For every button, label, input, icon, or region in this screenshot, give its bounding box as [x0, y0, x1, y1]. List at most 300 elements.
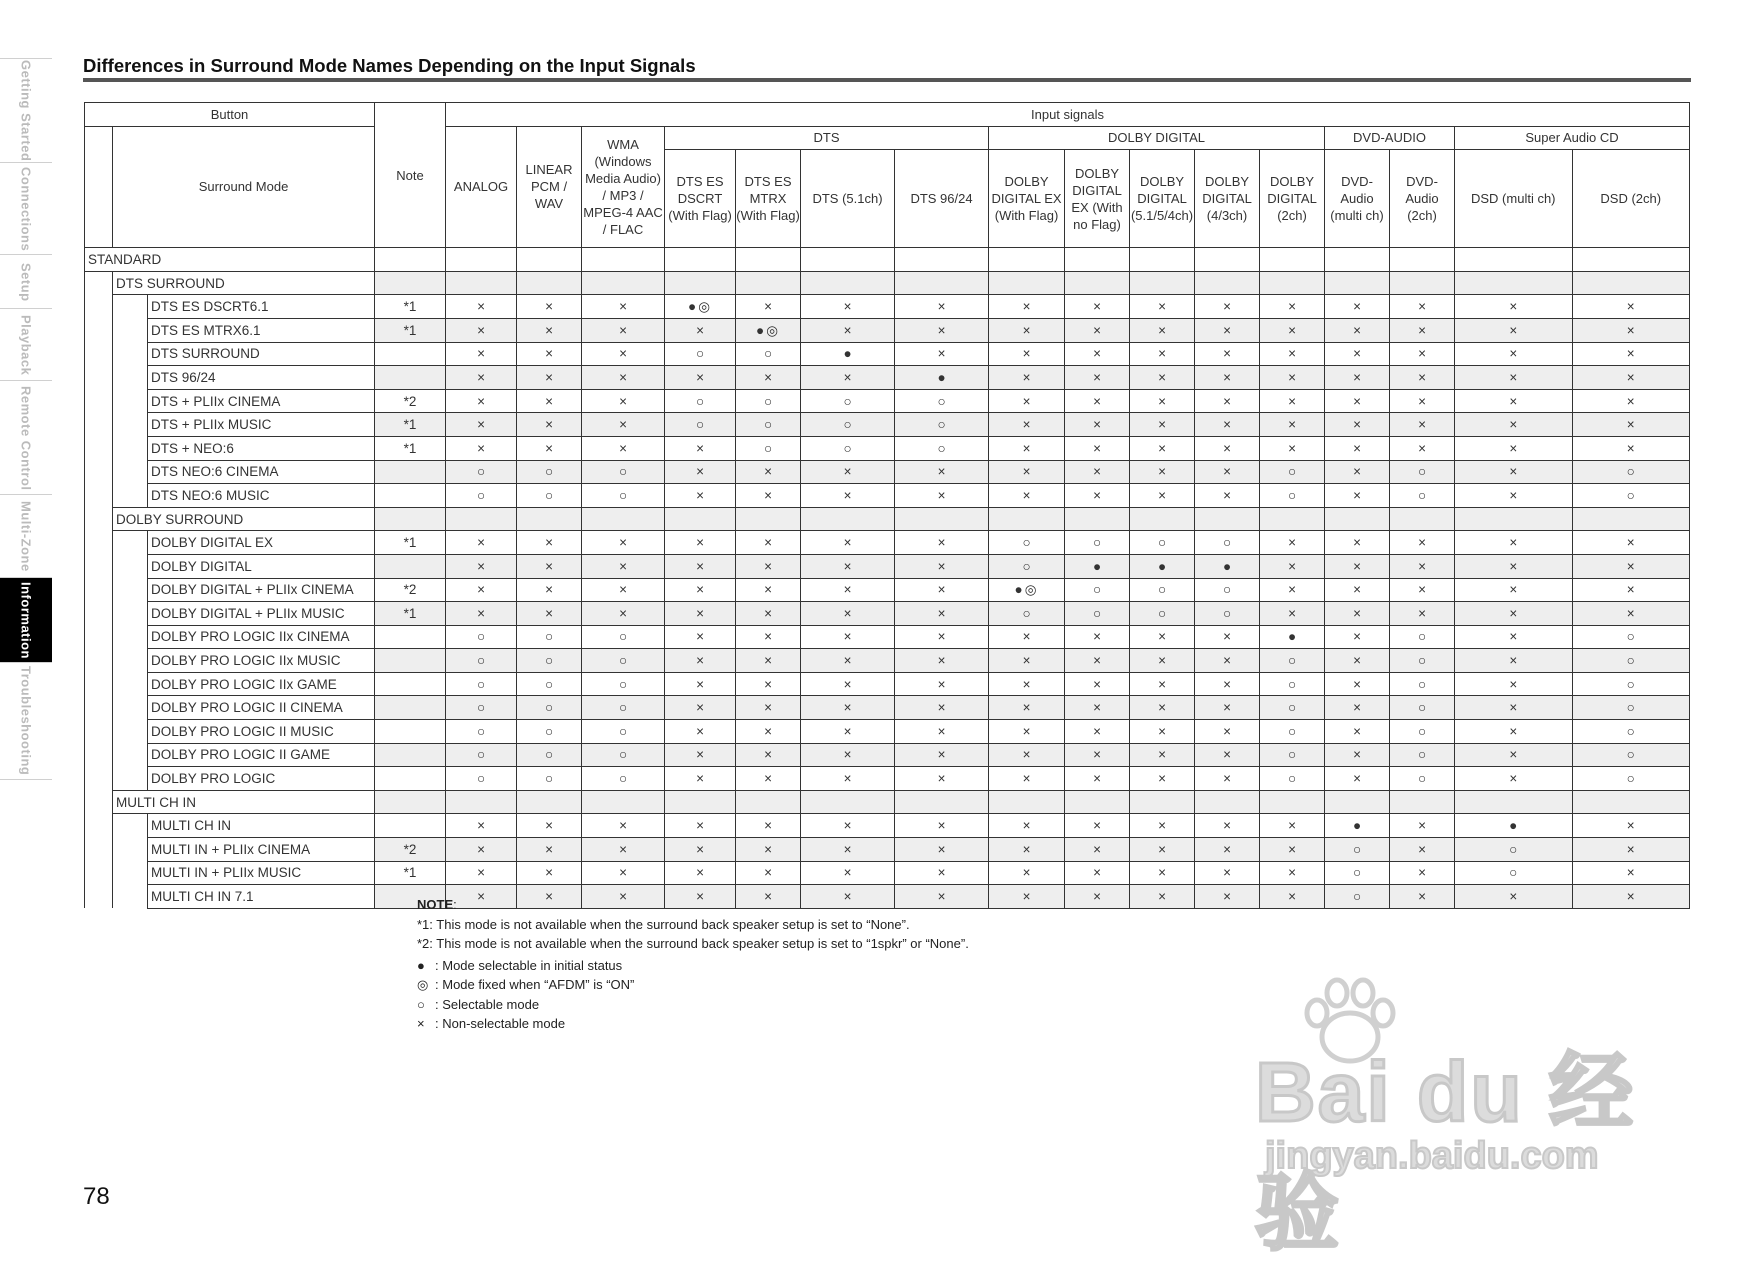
- signal-cell: [1130, 271, 1195, 295]
- column-header: WMA (Windows Media Audio) / MP3 / MPEG-4 AAC / FLAC: [582, 126, 665, 248]
- signal-cell: ×: [1325, 696, 1390, 720]
- signal-cell: ×: [1390, 861, 1455, 885]
- signal-cell: ×: [736, 554, 801, 578]
- signal-cell: ×: [1260, 554, 1325, 578]
- signal-cell: ○: [736, 342, 801, 366]
- signal-cell: ×: [801, 696, 895, 720]
- indent-cell: [113, 814, 148, 838]
- signal-cell: ×: [1260, 295, 1325, 319]
- watermark-text: Bai du 经验: [1255, 1045, 1636, 1260]
- signal-cell: ○: [1065, 578, 1130, 602]
- legend-symbol: ●: [417, 957, 425, 973]
- signal-cell: ×: [1572, 413, 1690, 437]
- side-tab-remote-control[interactable]: [0, 380, 52, 496]
- signal-cell: ×: [989, 743, 1065, 767]
- signal-cell: ×: [801, 602, 895, 626]
- indent-cell: [85, 625, 113, 649]
- group-label: MULTI CH IN: [113, 790, 375, 814]
- signal-cell: ×: [1130, 389, 1195, 413]
- signal-cell: ×: [665, 436, 736, 460]
- group-header-dvd-audio: DVD-AUDIO: [1325, 126, 1455, 150]
- note-cell: [375, 743, 446, 767]
- signal-cell: ×: [1390, 578, 1455, 602]
- signal-cell: ×: [665, 625, 736, 649]
- signal-cell: ×: [736, 672, 801, 696]
- signal-cell: ×: [1572, 814, 1690, 838]
- table-row: [85, 743, 1690, 767]
- signal-cell: ×: [989, 318, 1065, 342]
- signal-cell: ×: [1065, 389, 1130, 413]
- mode-name: DTS + PLIIx CINEMA: [148, 389, 375, 413]
- mode-name: DOLBY DIGITAL: [148, 554, 375, 578]
- indent-cell: [113, 342, 148, 366]
- surround-mode-table: [84, 102, 1690, 909]
- signal-cell: ×: [1130, 295, 1195, 319]
- indent-cell: [113, 578, 148, 602]
- column-header: DTS ES DSCRT (With Flag): [665, 150, 736, 248]
- signal-cell: ○: [517, 743, 582, 767]
- signal-cell: ×: [517, 578, 582, 602]
- table-row: [85, 413, 1690, 437]
- signal-cell: [736, 507, 801, 531]
- signal-cell: ×: [989, 861, 1065, 885]
- header-row: [85, 103, 1690, 127]
- side-tab-setup[interactable]: [0, 254, 52, 310]
- signal-cell: ○: [1390, 625, 1455, 649]
- signal-cell: ×: [517, 861, 582, 885]
- signal-cell: [1390, 790, 1455, 814]
- signal-cell: ×: [446, 295, 517, 319]
- watermark-url: jingyan.baidu.com: [1265, 1135, 1599, 1177]
- signal-cell: ×: [1065, 413, 1130, 437]
- table-row: [85, 649, 1690, 673]
- signal-cell: ×: [1130, 861, 1195, 885]
- signal-cell: [1195, 790, 1260, 814]
- section-row: [85, 790, 1690, 814]
- signal-cell: ×: [1195, 814, 1260, 838]
- signal-cell: ○: [517, 460, 582, 484]
- signal-cell: ×: [1455, 602, 1572, 626]
- indent-cell: [85, 295, 113, 319]
- signal-cell: ×: [1260, 531, 1325, 555]
- signal-cell: ×: [1325, 554, 1390, 578]
- mode-name: DOLBY PRO LOGIC IIx GAME: [148, 672, 375, 696]
- indent-cell: [85, 554, 113, 578]
- indent-cell: [85, 767, 113, 791]
- signal-cell: ○: [446, 625, 517, 649]
- side-tab-multi-zone[interactable]: [0, 494, 52, 579]
- indent-cell: [113, 720, 148, 744]
- signal-cell: [1260, 507, 1325, 531]
- indent-cell: [85, 578, 113, 602]
- indent-cell: [113, 625, 148, 649]
- signal-cell: ○: [1325, 885, 1390, 909]
- signal-cell: [446, 248, 517, 272]
- signal-cell: ×: [1260, 342, 1325, 366]
- table-row: [85, 838, 1690, 862]
- signal-cell: ×: [1195, 625, 1260, 649]
- note-cell: *1: [375, 436, 446, 460]
- signal-cell: ×: [665, 838, 736, 862]
- signal-cell: ●: [1325, 814, 1390, 838]
- side-tab-label: Multi-Zone: [18, 501, 34, 572]
- column-header: DSD (2ch): [1572, 150, 1690, 248]
- signal-cell: ○: [801, 413, 895, 437]
- signal-cell: ×: [1065, 625, 1130, 649]
- signal-cell: [517, 507, 582, 531]
- signal-cell: ×: [665, 484, 736, 508]
- signal-cell: [665, 507, 736, 531]
- signal-cell: ○: [801, 389, 895, 413]
- indent-cell: [85, 649, 113, 673]
- signal-cell: ×: [801, 318, 895, 342]
- signal-cell: ×: [665, 720, 736, 744]
- signal-cell: ×: [1455, 720, 1572, 744]
- signal-cell: ○: [1572, 625, 1690, 649]
- signal-cell: ×: [989, 413, 1065, 437]
- mode-name: DTS SURROUND: [148, 342, 375, 366]
- side-tab-label: Getting Started: [18, 60, 34, 162]
- signal-cell: ×: [517, 413, 582, 437]
- note-cell: [375, 790, 446, 814]
- mode-name: DOLBY DIGITAL + PLIIx CINEMA: [148, 578, 375, 602]
- signal-cell: ×: [1455, 578, 1572, 602]
- signal-cell: ×: [517, 554, 582, 578]
- signal-cell: ×: [801, 720, 895, 744]
- group-header-sacd: Super Audio CD: [1455, 126, 1690, 150]
- signal-cell: ×: [736, 366, 801, 390]
- signal-cell: [582, 790, 665, 814]
- note-cell: *1: [375, 413, 446, 437]
- signal-cell: ○: [1195, 602, 1260, 626]
- legend-symbol: ×: [417, 1016, 425, 1031]
- column-header: DTS 96/24: [895, 150, 989, 248]
- signal-cell: ○: [1455, 861, 1572, 885]
- indent-cell: [113, 318, 148, 342]
- signal-cell: ×: [895, 649, 989, 673]
- signal-cell: ○: [1390, 460, 1455, 484]
- signal-cell: ×: [1390, 413, 1455, 437]
- signal-cell: ○: [665, 389, 736, 413]
- signal-cell: ●◎: [665, 295, 736, 319]
- signal-cell: [517, 790, 582, 814]
- signal-cell: ×: [446, 436, 517, 460]
- signal-cell: [582, 507, 665, 531]
- signal-cell: ×: [1195, 295, 1260, 319]
- signal-cell: ○: [582, 484, 665, 508]
- notes-section: NOTE: *1: This mode is not available when the surround back speaker setup is set to “None”. *2: This mode is not available when the surround back speaker setup is set to “1spkr” or “None”. ● : Mode selectable in initial status ◎ : Mode fixed when “AFDM” is “ON” ○ : Selectable mode × : Non-selectable mode: [417, 895, 969, 1034]
- signal-cell: ×: [1455, 413, 1572, 437]
- signal-cell: ×: [1260, 861, 1325, 885]
- signal-cell: ×: [1195, 861, 1260, 885]
- indent-cell: [113, 366, 148, 390]
- signal-cell: ×: [446, 389, 517, 413]
- signal-cell: ×: [1325, 413, 1390, 437]
- signal-cell: ×: [1260, 885, 1325, 909]
- signal-cell: ○: [736, 436, 801, 460]
- signal-cell: [736, 790, 801, 814]
- note-cell: [375, 460, 446, 484]
- signal-cell: ×: [1455, 295, 1572, 319]
- signal-cell: ○: [989, 602, 1065, 626]
- signal-cell: ×: [582, 366, 665, 390]
- table-row: [85, 484, 1690, 508]
- signal-cell: ×: [1325, 531, 1390, 555]
- indent-cell: [85, 366, 113, 390]
- signal-cell: ×: [1065, 767, 1130, 791]
- signal-cell: [1260, 248, 1325, 272]
- signal-cell: [1455, 248, 1572, 272]
- signal-cell: ×: [1325, 460, 1390, 484]
- signal-cell: ×: [446, 885, 517, 909]
- signal-cell: ×: [895, 531, 989, 555]
- signal-cell: ×: [446, 578, 517, 602]
- mode-name: DOLBY PRO LOGIC: [148, 767, 375, 791]
- signal-cell: ×: [446, 554, 517, 578]
- signal-cell: [665, 248, 736, 272]
- note-cell: *1: [375, 861, 446, 885]
- signal-cell: ×: [582, 861, 665, 885]
- signal-cell: ×: [1195, 366, 1260, 390]
- indent-cell: [85, 126, 113, 248]
- page-number: 78: [83, 1183, 110, 1210]
- mode-name: DTS NEO:6 MUSIC: [148, 484, 375, 508]
- signal-cell: ×: [989, 649, 1065, 673]
- signal-cell: ×: [1130, 743, 1195, 767]
- signal-cell: ×: [801, 484, 895, 508]
- signal-cell: ○: [1390, 649, 1455, 673]
- signal-cell: [665, 271, 736, 295]
- signal-cell: ×: [1065, 342, 1130, 366]
- signal-cell: ×: [665, 578, 736, 602]
- legend: [417, 956, 969, 1034]
- side-tab-information[interactable]: [0, 577, 52, 664]
- signal-cell: ○: [1260, 743, 1325, 767]
- signal-cell: ×: [1455, 625, 1572, 649]
- signal-cell: [1572, 248, 1690, 272]
- signal-cell: ○: [517, 484, 582, 508]
- signal-cell: ○: [446, 743, 517, 767]
- group-label: DTS SURROUND: [113, 271, 375, 295]
- signal-cell: ×: [895, 885, 989, 909]
- signal-cell: ×: [989, 366, 1065, 390]
- signal-cell: [446, 790, 517, 814]
- signal-cell: ×: [517, 366, 582, 390]
- signal-cell: ×: [582, 602, 665, 626]
- mode-name: DTS ES DSCRT6.1: [148, 295, 375, 319]
- signal-cell: ×: [1455, 672, 1572, 696]
- note-cell: *1: [375, 295, 446, 319]
- signal-cell: ×: [1390, 554, 1455, 578]
- table-row: [85, 814, 1690, 838]
- signal-cell: ×: [801, 861, 895, 885]
- mode-name: MULTI IN + PLIIx MUSIC: [148, 861, 375, 885]
- indent-cell: [85, 531, 113, 555]
- column-header: DVD-Audio (multi ch): [1325, 150, 1390, 248]
- signal-cell: ×: [1390, 814, 1455, 838]
- signal-cell: ×: [1572, 838, 1690, 862]
- legend-item: ○ : Selectable mode: [417, 995, 969, 1015]
- mode-name: DOLBY DIGITAL EX: [148, 531, 375, 555]
- signal-cell: ×: [1130, 767, 1195, 791]
- signal-cell: ○: [517, 672, 582, 696]
- signal-cell: ×: [1195, 342, 1260, 366]
- signal-cell: ×: [736, 625, 801, 649]
- signal-cell: ×: [1065, 743, 1130, 767]
- signal-cell: ×: [1195, 720, 1260, 744]
- signal-cell: ×: [736, 838, 801, 862]
- signal-cell: [1455, 507, 1572, 531]
- signal-cell: ×: [582, 814, 665, 838]
- side-tab-playback[interactable]: [0, 308, 52, 382]
- signal-cell: ×: [801, 743, 895, 767]
- signal-cell: ×: [582, 838, 665, 862]
- signal-cell: ×: [517, 838, 582, 862]
- signal-cell: ×: [801, 460, 895, 484]
- indent-cell: [113, 767, 148, 791]
- signal-cell: ×: [446, 861, 517, 885]
- signal-cell: ○: [1390, 672, 1455, 696]
- column-header: DOLBY DIGITAL EX (With Flag): [989, 150, 1065, 248]
- column-header: DTS ES MTRX (With Flag): [736, 150, 801, 248]
- signal-cell: [1130, 507, 1195, 531]
- signal-cell: ×: [1572, 578, 1690, 602]
- column-header: LINEAR PCM / WAV: [517, 126, 582, 248]
- signal-cell: ×: [801, 366, 895, 390]
- signal-cell: ×: [517, 295, 582, 319]
- signal-cell: [582, 271, 665, 295]
- signal-cell: ●: [1065, 554, 1130, 578]
- indent-cell: [113, 861, 148, 885]
- signal-cell: ○: [1260, 767, 1325, 791]
- signal-cell: ×: [1325, 436, 1390, 460]
- signal-cell: ×: [1130, 413, 1195, 437]
- signal-cell: ×: [665, 649, 736, 673]
- indent-cell: [85, 743, 113, 767]
- signal-cell: ×: [1325, 389, 1390, 413]
- signal-cell: ○: [582, 696, 665, 720]
- table-row: [85, 295, 1690, 319]
- signal-cell: ×: [1390, 838, 1455, 862]
- side-tab-getting-started[interactable]: [0, 58, 52, 164]
- signal-cell: ×: [1130, 484, 1195, 508]
- signal-cell: ×: [1455, 696, 1572, 720]
- side-tab-connections[interactable]: [0, 162, 52, 256]
- side-tab-label: Information: [18, 582, 34, 659]
- indent-cell: [85, 861, 113, 885]
- signal-cell: ×: [989, 838, 1065, 862]
- signal-cell: ○: [1572, 743, 1690, 767]
- signal-cell: ×: [1195, 696, 1260, 720]
- signal-cell: ×: [989, 672, 1065, 696]
- signal-cell: ○: [1572, 696, 1690, 720]
- indent-cell: [85, 318, 113, 342]
- signal-cell: ×: [989, 625, 1065, 649]
- group-label: DOLBY SURROUND: [113, 507, 375, 531]
- signal-cell: ×: [1260, 838, 1325, 862]
- signal-cell: [1455, 271, 1572, 295]
- signal-cell: ×: [801, 814, 895, 838]
- signal-cell: [1195, 248, 1260, 272]
- signal-cell: ×: [1455, 460, 1572, 484]
- signal-cell: ×: [517, 318, 582, 342]
- mode-name: DOLBY PRO LOGIC IIx CINEMA: [148, 625, 375, 649]
- signal-cell: ×: [1390, 531, 1455, 555]
- signal-cell: ×: [1455, 554, 1572, 578]
- signal-cell: [1390, 507, 1455, 531]
- signal-cell: ○: [517, 625, 582, 649]
- signal-cell: [1390, 271, 1455, 295]
- signal-cell: ×: [1130, 366, 1195, 390]
- signal-cell: ×: [895, 460, 989, 484]
- signal-cell: ×: [801, 672, 895, 696]
- table-row: [85, 389, 1690, 413]
- signal-cell: [665, 790, 736, 814]
- column-header: DOLBY DIGITAL (4/3ch): [1195, 150, 1260, 248]
- note-cell: *2: [375, 578, 446, 602]
- signal-cell: ○: [1065, 602, 1130, 626]
- signal-cell: ×: [1260, 436, 1325, 460]
- indent-cell: [113, 602, 148, 626]
- signal-cell: ×: [582, 885, 665, 909]
- signal-cell: ×: [1572, 295, 1690, 319]
- signal-cell: ×: [446, 413, 517, 437]
- signal-cell: ×: [665, 861, 736, 885]
- signal-cell: ×: [1572, 389, 1690, 413]
- signal-cell: ×: [1065, 295, 1130, 319]
- signal-cell: ○: [989, 554, 1065, 578]
- note-cell: *2: [375, 838, 446, 862]
- signal-cell: ○: [446, 460, 517, 484]
- signal-cell: ×: [665, 767, 736, 791]
- signal-cell: ×: [736, 720, 801, 744]
- signal-cell: ×: [1390, 436, 1455, 460]
- signal-cell: ×: [1065, 318, 1130, 342]
- signal-cell: ×: [1455, 531, 1572, 555]
- signal-cell: ×: [895, 838, 989, 862]
- signal-cell: ○: [517, 720, 582, 744]
- mode-name: DTS ES MTRX6.1: [148, 318, 375, 342]
- note-cell: [375, 366, 446, 390]
- side-tab-label: Remote Control: [18, 385, 34, 491]
- note-item: *2: This mode is not available when the surround back speaker setup is set to “1spkr” or “None”.: [417, 936, 969, 951]
- table-row: [85, 625, 1690, 649]
- signal-cell: ×: [582, 554, 665, 578]
- signal-cell: ×: [736, 531, 801, 555]
- signal-cell: [801, 271, 895, 295]
- signal-cell: ○: [582, 649, 665, 673]
- note-cell: *1: [375, 602, 446, 626]
- signal-cell: ○: [1065, 531, 1130, 555]
- table-row: [85, 720, 1690, 744]
- indent-cell: [85, 838, 113, 862]
- side-tab-troubleshooting[interactable]: [0, 662, 52, 780]
- signal-cell: ×: [1195, 743, 1260, 767]
- signal-cell: ×: [895, 767, 989, 791]
- indent-cell: [113, 743, 148, 767]
- indent-cell: [85, 342, 113, 366]
- note-item: *1: This mode is not available when the surround back speaker setup is set to “None”.: [417, 916, 910, 932]
- signal-cell: ○: [1325, 838, 1390, 862]
- signal-cell: ×: [1455, 767, 1572, 791]
- table-row: [85, 696, 1690, 720]
- signal-cell: ○: [582, 767, 665, 791]
- signal-cell: ○: [1260, 460, 1325, 484]
- signal-cell: ○: [1130, 531, 1195, 555]
- indent-cell: [85, 790, 113, 814]
- column-header: ANALOG: [446, 126, 517, 248]
- signal-cell: ×: [1455, 436, 1572, 460]
